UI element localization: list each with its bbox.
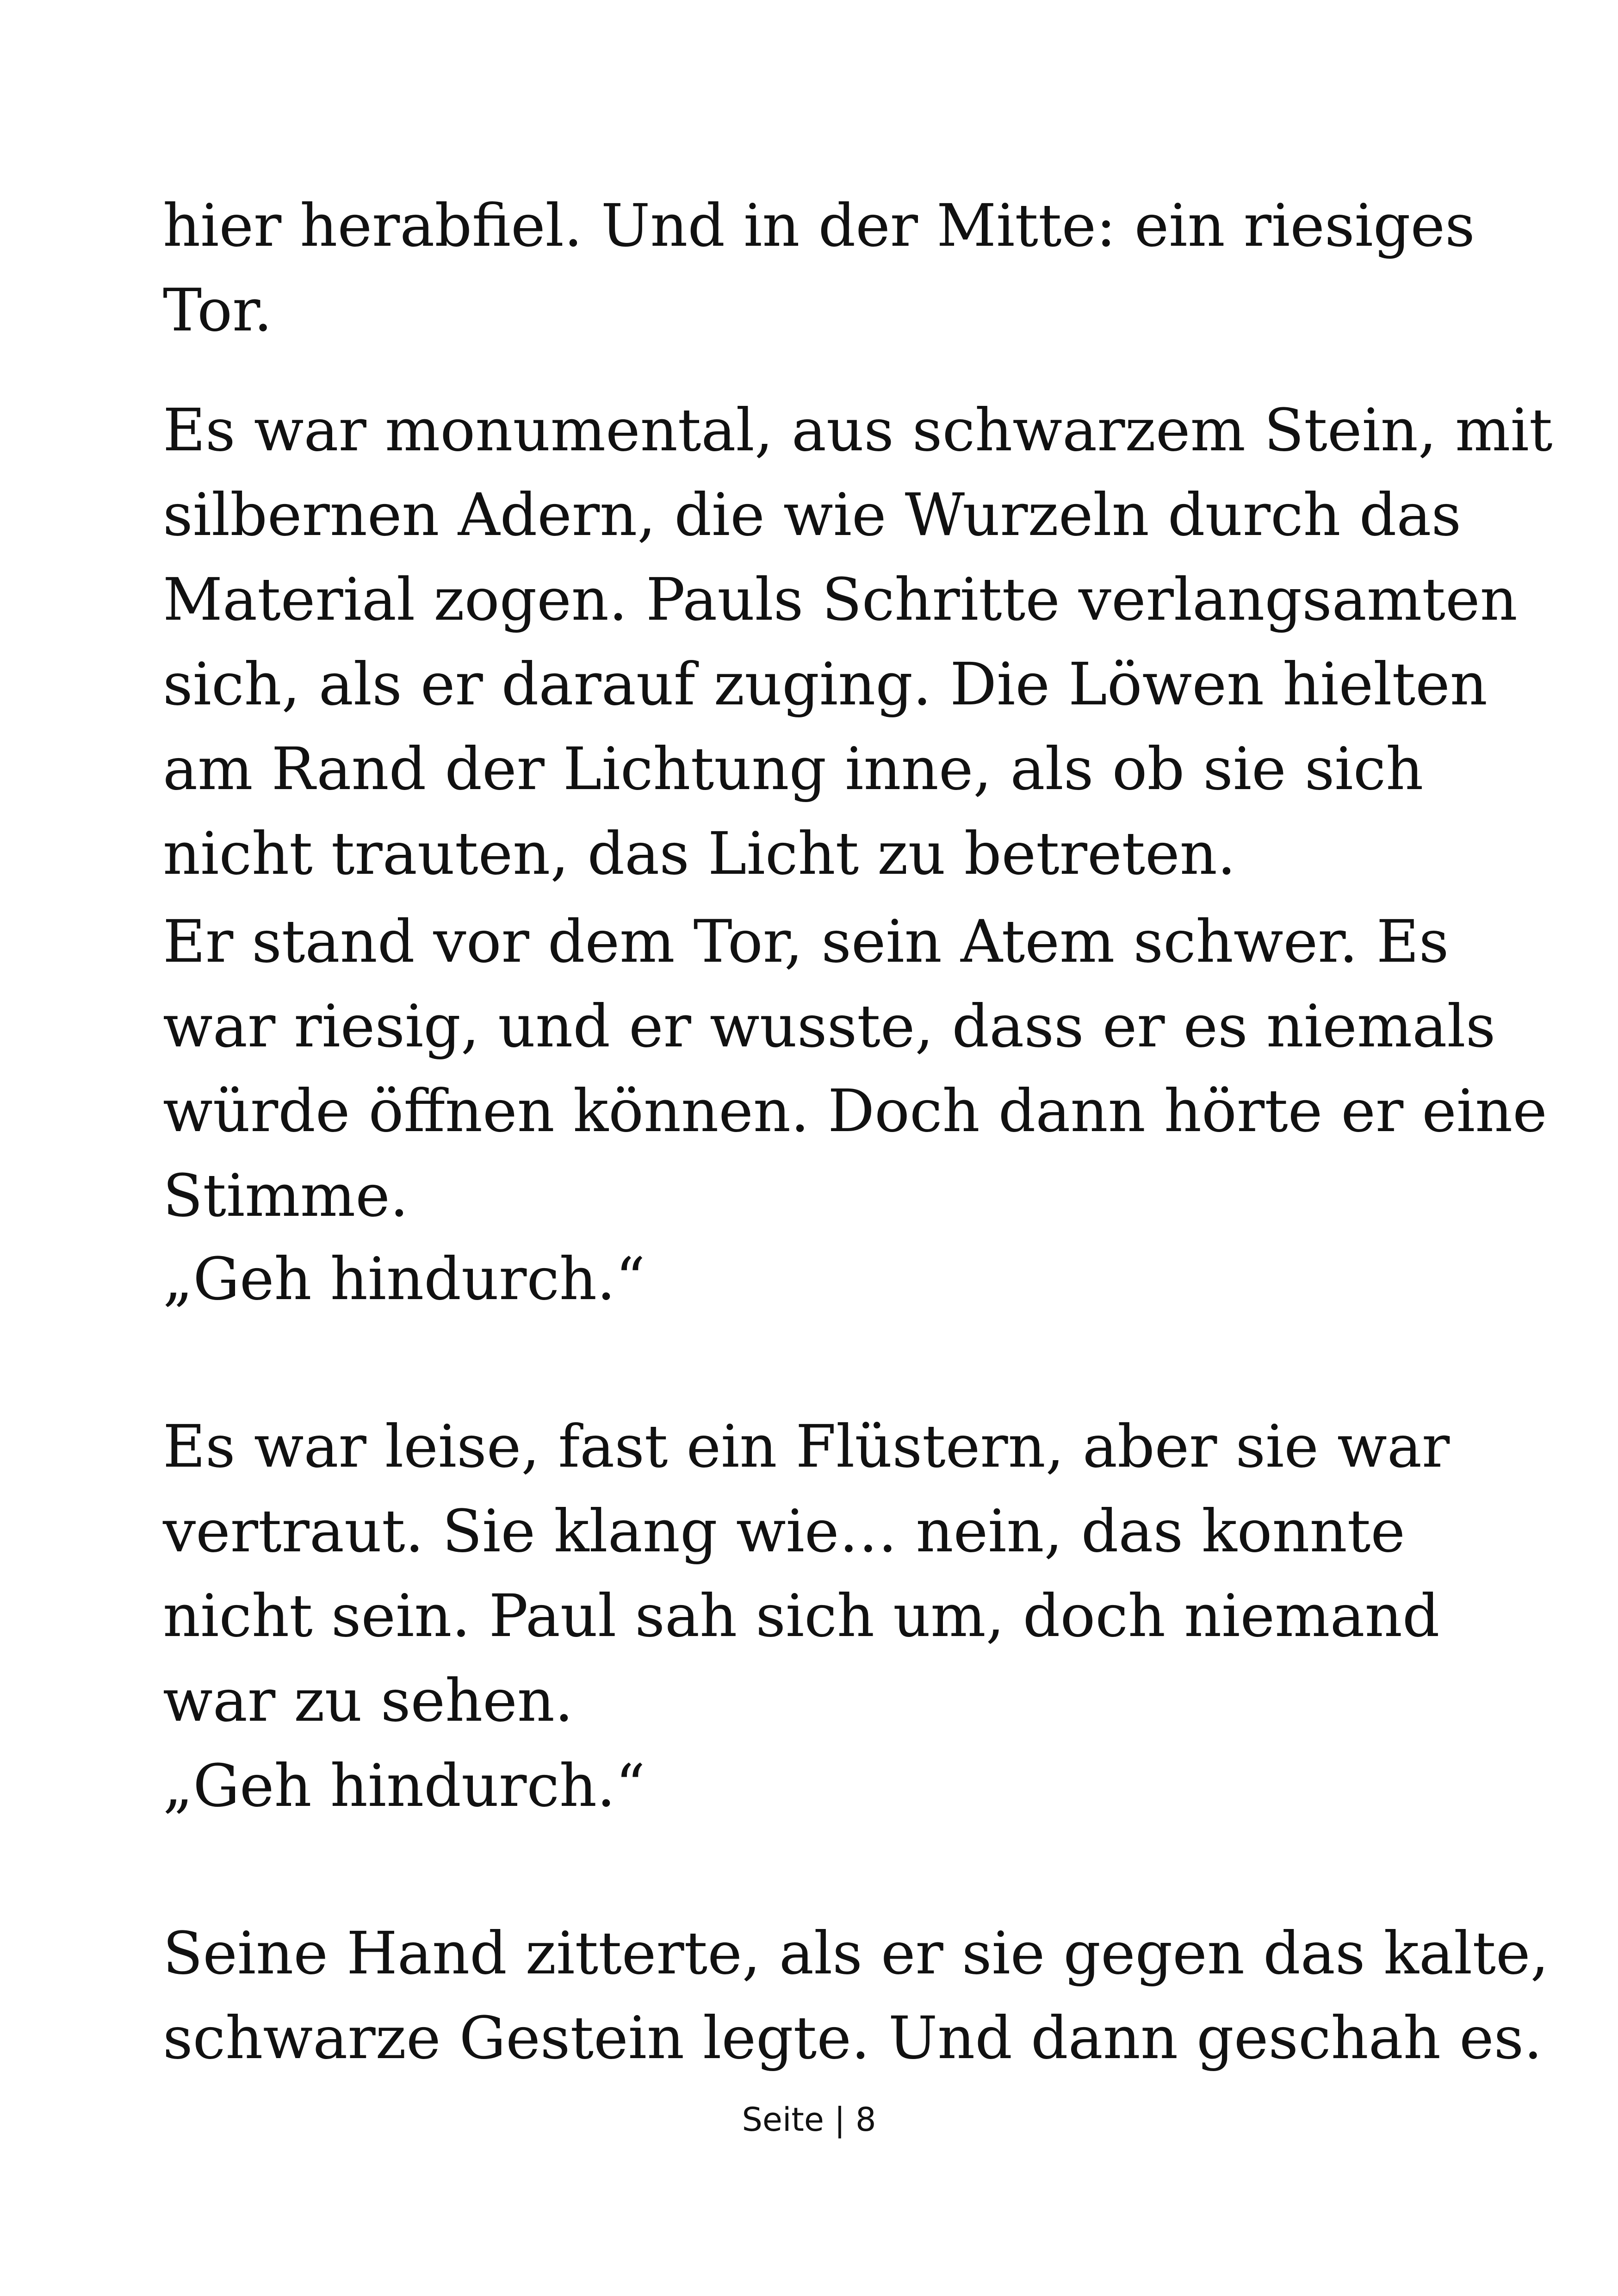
text-line: silbernen Adern, die wie Wurzeln durch das [163,481,1462,549]
text-line: war zu sehen. [163,1667,573,1735]
paragraph-3 [163,899,1547,1238]
text-line: Er stand vor dem Tor, sein Atem schwer. Es [163,908,1449,976]
text-line: Material zogen. Pauls Schritte verlangsamten [163,566,1518,634]
text-line: schwarze Gestein legte. Und dann geschah es. [163,2004,1543,2072]
text-line: würde öffnen können. Doch dann hörte er eine [163,1077,1547,1145]
paragraph-5 [163,1404,1450,1743]
text-line: Stimme. [163,1162,409,1230]
text-line: war riesig, und er wusste, dass er es niemals [163,992,1496,1060]
paragraph-4 [163,1237,645,1321]
text-line: „Geh hindurch.“ [163,1752,645,1820]
text-line: Tor. [163,276,273,344]
text-line: „Geh hindurch.“ [163,1245,645,1313]
text-line: vertraut. Sie klang wie… nein, das konnte [163,1497,1405,1565]
text-line: Seine Hand zitterte, als er sie gegen das kalte, [163,1919,1549,1987]
paragraph-2 [163,388,1552,896]
paragraph-7 [163,1911,1549,2080]
text-line: am Rand der Lichtung inne, als ob sie sich [163,735,1424,803]
text-line: hier herabfiel. Und in der Mitte: ein riesiges [163,192,1475,260]
page-footer [0,2097,1618,2143]
text-line: nicht sein. Paul sah sich um, doch niemand [163,1582,1440,1650]
text-line: Es war monumental, aus schwarzem Stein, mit [163,396,1553,464]
text-line: nicht trauten, das Licht zu betreten. [163,820,1236,888]
paragraph-6 [163,1743,645,1828]
text-line: sich, als er darauf zuging. Die Löwen hielten [163,650,1488,718]
text-line: Es war leise, fast ein Flüstern, aber sie war [163,1412,1450,1481]
page-number: Seite | 8 [742,2101,876,2139]
paragraph-1 [163,183,1475,353]
